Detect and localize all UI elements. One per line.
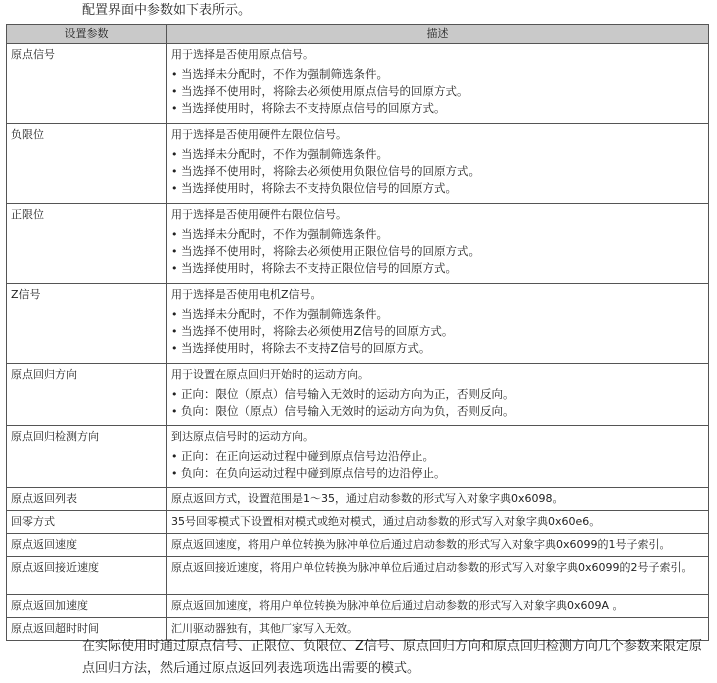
description-cell [167,426,709,488]
description-summary: 用于选择是否使用硬件右限位信号。 [171,208,347,221]
bullet-item: • 当选择使用时，将除去不支持原点信号的回原方式。 [171,100,704,117]
table-row [7,534,709,557]
bullet-item: • 当选择使用时，将除去不支持Z信号的回原方式。 [171,340,704,357]
bullet-item: • 当选择不使用时，将除去必须使用原点信号的回原方式。 [171,83,704,100]
description-cell [167,557,709,595]
description-summary: 用于设置在原点回归开始时的运动方向。 [171,368,369,381]
table-row [7,557,709,595]
table-header-row [7,25,709,44]
description-summary: 用于选择是否使用电机Z信号。 [171,288,322,301]
description-summary: 原点返回方式，设置范围是1～35，通过启动参数的形式写入对象字典0x6098。 [171,492,564,505]
bullet-item: • 当选择使用时，将除去不支持正限位信号的回原方式。 [171,260,704,277]
param-name-cell: 原点返回加速度 [7,595,167,618]
description-summary: 原点返回接近速度，将用户单位转换为脉冲单位后通过启动参数的形式写入对象字典0x6099的2号子索引。 [171,561,693,574]
table-row [7,488,709,511]
table-row [7,426,709,488]
bullet-item: • 当选择未分配时，不作为强制筛选条件。 [171,146,704,163]
bullet-item: • 当选择未分配时，不作为强制筛选条件。 [171,226,704,243]
table-row [7,204,709,284]
description-summary: 原点返回加速度，将用户单位转换为脉冲单位后通过启动参数的形式写入对象字典0x609A 。 [171,599,624,612]
table-row [7,44,709,124]
description-cell [167,595,709,618]
bullet-item: • 负向：限位（原点）信号输入无效时的运动方向为负，否则反向。 [171,403,704,420]
table-body [7,44,709,641]
bullet-item: • 负向：在负向运动过程中碰到原点信号的边沿停止。 [171,465,704,482]
bullet-list [171,66,704,117]
bullet-item: • 当选择不使用时，将除去必须使用负限位信号的回原方式。 [171,163,704,180]
param-name-cell: 原点返回超时时间 [7,618,167,641]
bullet-list [171,448,704,482]
bullet-list [171,146,704,197]
bullet-list [171,306,704,357]
parameter-table [6,24,709,641]
intro-text: 配置界面中参数如下表所示。 [82,3,252,18]
bullet-list [171,226,704,277]
bullet-item: • 当选择未分配时，不作为强制筛选条件。 [171,306,704,323]
outro-text: 在实际使用时通过原点信号、正限位、负限位、Z信号、原点回归方向和原点回归检测方向几个参数来限定原点回归方法，然后通过原点返回列表选项选出需要的模式。 [82,639,702,676]
param-name-cell: 回零方式 [7,511,167,534]
description-summary: 汇川驱动器独有，其他厂家写入无效。 [171,622,358,635]
param-name-cell: 原点返回列表 [7,488,167,511]
description-summary: 原点返回速度，将用户单位转换为脉冲单位后通过启动参数的形式写入对象字典0x6099的1号子索引。 [171,538,671,551]
bullet-item: • 当选择未分配时，不作为强制筛选条件。 [171,66,704,83]
bullet-item: • 当选择不使用时，将除去必须使用正限位信号的回原方式。 [171,243,704,260]
bullet-item: • 正向：限位（原点）信号输入无效时的运动方向为正，否则反向。 [171,386,704,403]
description-cell [167,534,709,557]
table-row [7,364,709,426]
table-row [7,124,709,204]
description-cell [167,44,709,124]
header-param: 设置参数 [7,25,167,44]
param-name-cell: 负限位 [7,124,167,204]
table-row [7,511,709,534]
param-name-cell: 原点信号 [7,44,167,124]
description-cell [167,284,709,364]
table-row [7,284,709,364]
description-summary: 用于选择是否使用硬件左限位信号。 [171,128,347,141]
param-name-cell: Z信号 [7,284,167,364]
description-cell [167,204,709,284]
description-cell [167,124,709,204]
bullet-item: • 当选择不使用时，将除去必须使用Z信号的回原方式。 [171,323,704,340]
param-name-cell: 原点返回速度 [7,534,167,557]
bullet-item: • 当选择使用时，将除去不支持负限位信号的回原方式。 [171,180,704,197]
bullet-item: • 正向：在正向运动过程中碰到原点信号边沿停止。 [171,448,704,465]
table-row [7,595,709,618]
description-cell [167,488,709,511]
description-summary: 用于选择是否使用原点信号。 [171,48,314,61]
description-cell [167,511,709,534]
param-name-cell: 原点回归检测方向 [7,426,167,488]
param-name-cell: 原点回归方向 [7,364,167,426]
param-name-cell: 正限位 [7,204,167,284]
description-summary: 35号回零模式下设置相对模式或绝对模式，通过启动参数的形式写入对象字典0x60e6。 [171,515,601,528]
description-summary: 到达原点信号时的运动方向。 [171,430,314,443]
description-cell [167,364,709,426]
param-name-cell: 原点返回接近速度 [7,557,167,595]
header-description: 描述 [167,25,709,44]
bullet-list [171,386,704,420]
